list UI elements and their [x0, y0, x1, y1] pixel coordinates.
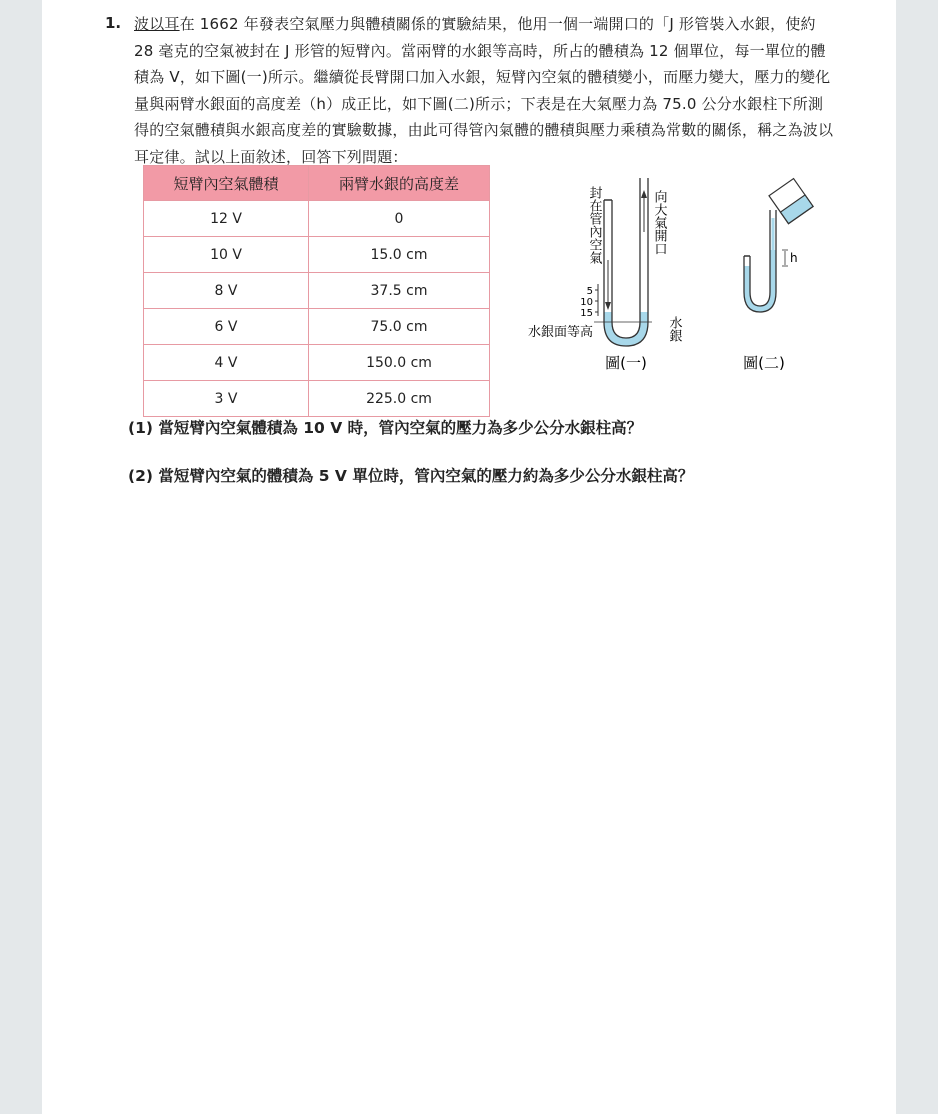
experiment-data-table [143, 165, 490, 417]
header-volume: 短臂內空氣體積 [144, 166, 309, 201]
scientist-name: 波以耳 [134, 15, 180, 33]
mercury-fill-2 [744, 250, 776, 312]
equal-level-label: 水銀面等高 [528, 325, 594, 340]
cell-height-diff: 0 [309, 201, 490, 237]
sealed-air-label: 封在管內空氣 [586, 186, 602, 264]
table-row [144, 309, 490, 345]
subquestion-1: (1) 當短臂內空氣體積為 10 V 時，管內空氣的壓力為多少公分水銀柱高？ [128, 419, 643, 437]
table-row [144, 345, 490, 381]
scale-label-15: 15 [580, 308, 593, 319]
header-height-diff: 兩臂水銀的高度差 [309, 166, 490, 201]
cell-height-diff: 75.0 cm [309, 309, 490, 345]
cell-volume: 10 V [144, 237, 309, 273]
cell-height-diff: 15.0 cm [309, 237, 490, 273]
cell-height-diff: 37.5 cm [309, 273, 490, 309]
scale-label-10: 10 [580, 297, 593, 308]
cell-volume: 3 V [144, 381, 309, 417]
caption-figure-2: 圖(二) [743, 354, 785, 372]
document-page [42, 0, 896, 1114]
cell-volume: 8 V [144, 273, 309, 309]
tube-inner-wall-2 [750, 210, 770, 306]
table-row [144, 381, 490, 417]
question-body: 在 1662 年發表空氣壓力與體積關係的實驗結果，他用一個一端開口的「J 形管裝入水銀，使約 28 毫克的空氣被封在 J 形管的短臂內。當兩臂的水銀等高時，所占的體積為 12 個單位，每一單位的體積為 V，如下圖(一)所示。繼續從長臂開口加入水銀，短臂內空氣的體積變小，而壓力變大，壓力的變化量與兩臂水銀面的高度差（h）成正比，如下圖(二)所示；下表是在大氣壓力為 75.0 公分水銀柱下所測得的空氣體積與水銀高度差的實驗數據，由此可得管內氣體的體積與壓力乘積為常數的關係，稱之為波以耳定律。試以上面敘述，回答下列問題： [134, 15, 834, 166]
cell-volume: 6 V [144, 309, 309, 345]
j-tube-figures [524, 172, 824, 386]
table-row [144, 273, 490, 309]
arrow-head-icon [641, 190, 647, 198]
j-tube-diagram [524, 172, 824, 382]
figure-1-j-tube [528, 178, 682, 372]
cell-height-diff: 150.0 cm [309, 345, 490, 381]
cell-height-diff: 225.0 cm [309, 381, 490, 417]
question-number: 1. [105, 14, 122, 32]
tube-inner-wall [612, 178, 640, 338]
arrow-head-icon [605, 302, 611, 310]
table-row [144, 237, 490, 273]
cell-volume: 12 V [144, 201, 309, 237]
question-text [134, 11, 834, 170]
table-row [144, 201, 490, 237]
scale-label-5: 5 [586, 286, 593, 297]
table-header-row [144, 166, 490, 201]
caption-figure-1: 圖(一) [605, 354, 647, 372]
subquestion-2: (2) 當短臂內空氣的體積為 5 V 單位時，管內空氣的壓力約為多少公分水銀柱高？ [128, 467, 694, 485]
h-label: h [790, 251, 798, 265]
mercury-label: 水銀 [666, 316, 682, 342]
cell-volume: 4 V [144, 345, 309, 381]
open-to-air-label: 向大氣開口 [651, 190, 667, 255]
figure-2-j-tube [743, 179, 813, 372]
